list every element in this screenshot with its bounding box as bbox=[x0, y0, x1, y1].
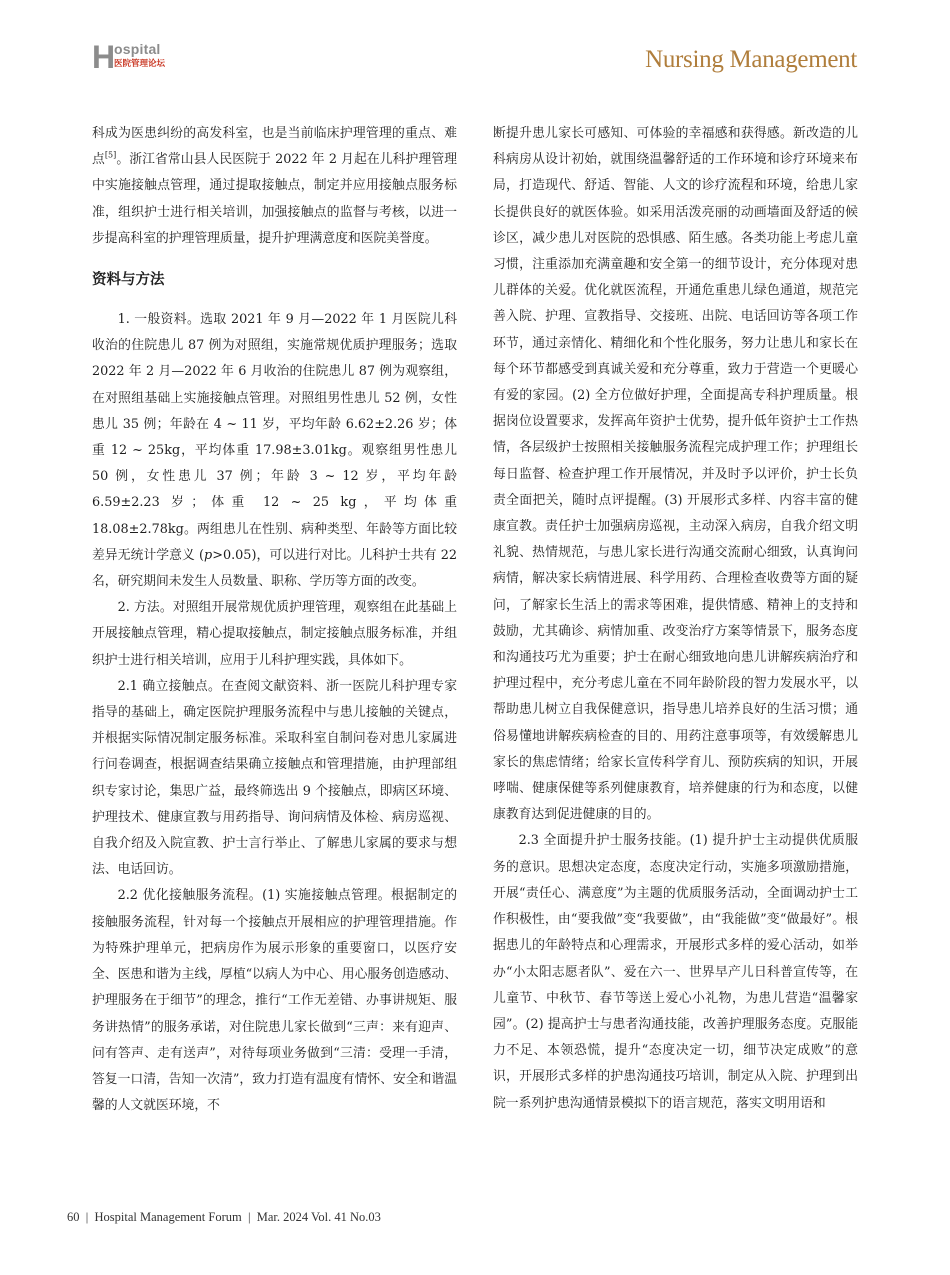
general-data-paragraph bbox=[92, 307, 457, 595]
section-title: Nursing Management bbox=[645, 46, 857, 73]
general-data-text: 1. 一般资料。选取 2021 年 9 月—2022 年 1 月医院儿科收治的住院患儿 87 例为对照组，实施常规优质护理服务；选取 2022 年 2 月—2022 年 6 月收治的住院患儿 87 例为观察组，在对照组基础上实施接触点管理。对照组男性患儿 52 例，女性患儿 35 例；年龄在 4 ~ 11 岁，平均年龄 6.62±2.26 岁；体重 12 ~ 25kg，平均体重 17.98±3.01kg。观察组男性患儿 50 例，女性患儿 37 例；年龄 3 ~ 12 岁，平均年龄 6.59±2.23 岁；体重 12 ~ 25 kg，平均体重 18.08±2.78kg。两组患儿在性别、病种类型、年龄等方面比较差异无统计学意义 ( bbox=[92, 312, 457, 563]
citation-ref: [5] bbox=[104, 150, 117, 160]
page-footer: 60 | Hospital Management Forum | Mar. 2024 Vol. 41 No.03 bbox=[67, 1210, 381, 1224]
intro-text: 科成为医患纠纷的高发科室，也是当前临床护理管理的重点、难点 bbox=[92, 126, 457, 168]
intro-text-continued: 。浙江省常山县人民医院于 2022 年 2 月起在儿科护理管理中实施接触点管理，通过提取接触点，制定并应用接触点服务标准，组织护士进行相关培训，加强接触点的监督与考核，以进一步提高科室的护理管理质量，提升护理满意度和医院美誉度。 bbox=[92, 152, 458, 246]
p-value-symbol: p bbox=[204, 547, 213, 563]
skills-paragraph: 2.3 全面提升护士服务技能。(1) 提升护士主动提供优质服务的意识。思想决定态度，态度决定行动，实施多项激励措施，开展“责任心、满意度”为主题的优质服务活动，全面调动护士工作积极性，由“要我做”变“我要做”，由“我能做”变“做最好”。根据患儿的年龄特点和心理需求，开展形式多样的爱心活动，如举办“小太阳志愿者队”、爱在六一、世界早产儿日科普宣传等，在儿童节、中秋节、春节等送上爱心小礼物，为患儿营造“温馨家园”。(2) 提高护士与患者沟通技能，改善护理服务态度。克服能力不足、本领恐慌，提升“态度决定一切，细节决定成败”的意识，开展形式多样的护患沟通技巧培训，制定从入院、护理到出院一系列护患沟通情景模拟下的语言规范，落实文明用语和 bbox=[493, 833, 858, 1111]
continued-paragraph: 断提升患儿家长可感知、可体验的幸福感和获得感。新改造的儿科病房从设计初始，就围绕温馨舒适的工作环境和诊疗环境来布局，打造现代、舒适、智能、人文的诊疗流程和环境，给患儿家长提供良好的就医体验。如采用活泼亮丽的动画墙面及舒适的候诊区，减少患儿对医院的恐惧感、陌生感。各类功能上考虑儿童习惯，注重添加充满童趣和安全第一的细节设计，充分体现对患儿群体的关爱。优化就医流程，开通危重患儿绿色通道，规范完善入院、护理、宣教指导、交接班、出院、电话回访等各项工作环节，通过亲情化、精细化和个性化服务，努力让患儿和家长在每个环节都感受到真诚关爱和充分尊重，致力于营造一个更暖心有爱的家园。(2) 全方位做好护理，全面提高专科护理质量。根据岗位设置要求，发挥高年资护士优势，提升低年资护士工作热情，各层级护士按照相关接触服务流程完成护理工作；护理组长每日监督、检查护理工作开展情况，并及时予以评价，护士长负责全面把关，随时点评提醒。(3) 开展形式多样、内容丰富的健康宣教。责任护士加强病房巡视，主动深入病房，自我介绍文明礼貌、热情规范，与患儿家长进行沟通交流耐心细致，认真询问病情，解决家长病情进展、科学用药、合理检查收费等方面的疑问，了解家长生活上的需求等困难，提供情感、精神上的支持和鼓励，尤其确诊、病情加重、改变治疗方案等情景下，服务态度和沟通技巧尤为重要；护士在耐心细致地向患儿讲解疾病治疗和护理过程中，充分考虑儿童在不同年龄阶段的智力发展水平，以帮助患儿树立自我保健意识，指导患儿培养良好的生活习惯；通俗易懂地讲解疾病检查的目的、用药注意事项等，有效缓解患儿家长的焦虑情绪；给家长宣传科学育儿、预防疾病的知识，开展哮喘、健康保健等系列健康教育，培养健康的行为和态度，以健康教育达到促进健康的目的。 bbox=[493, 126, 858, 823]
section-heading: 资料与方法 bbox=[92, 272, 165, 289]
right-column bbox=[493, 121, 858, 1117]
journal-logo bbox=[92, 40, 172, 76]
logo-chinese-name: 医院管理论坛 bbox=[114, 59, 166, 69]
intro-paragraph bbox=[92, 121, 457, 252]
footer-journal: Hospital Management Forum bbox=[94, 1210, 242, 1224]
touchpoint-paragraph: 2.1 确立接触点。在查阅文献资料、浙一医院儿科护理专家指导的基础上，确定医院护理服务流程中与患儿接触的关键点，并根据实际情况制定服务标准。采取科室自制问卷对患儿家属进行问卷调查，根据调查结果确立接触点和管理措施，由护理部组织专家讨论，集思广益，最终筛选出 9 个接触点，即病区环境、护理技术、健康宣教与用药指导、询问病情及体检、病房巡视、自我介绍及入院宣教、护士言行举止、了解患儿家属的要求与想法、电话回访。 bbox=[92, 678, 457, 878]
general-data-text-continued: >0.05)，可以进行对比。儿科护士共有 22 名，研究期间未发生人员数量、职称、学历等方面的改变。 bbox=[92, 547, 458, 590]
methods-paragraph: 2. 方法。对照组开展常规优质护理管理，观察组在此基础上开展接触点管理，精心提取接触点，制定接触点服务标准，并组织护士进行相关培训，应用于儿科护理实践，具体如下。 bbox=[92, 600, 457, 668]
footer-issue: Mar. 2024 Vol. 41 No.03 bbox=[256, 1210, 381, 1224]
logo-wordmark: ospital bbox=[114, 41, 161, 57]
logo-letter-h: H bbox=[92, 39, 116, 75]
page-number: 60 bbox=[67, 1210, 80, 1224]
left-column bbox=[92, 121, 457, 1119]
service-flow-paragraph: 2.2 优化接触服务流程。(1) 实施接触点管理。根据制定的接触服务流程，针对每一个接触点开展相应的护理管理措施。作为特殊护理单元，把病房作为展示形象的重要窗口，以医疗安全、医患和谐为主线，厚植“以病人为中心、用心服务创造感动、护理服务在于细节”的理念，推行“工作无差错、办事讲规矩、服务讲热情”的服务承诺，对住院患儿家长做到“三声：来有迎声、问有答声、走有送声”，对待每项业务做到“三清：受理一手清，答复一口清，告知一次清”，致力打造有温度有情怀、安全和谐温馨的人文就医环境，不 bbox=[92, 888, 457, 1114]
